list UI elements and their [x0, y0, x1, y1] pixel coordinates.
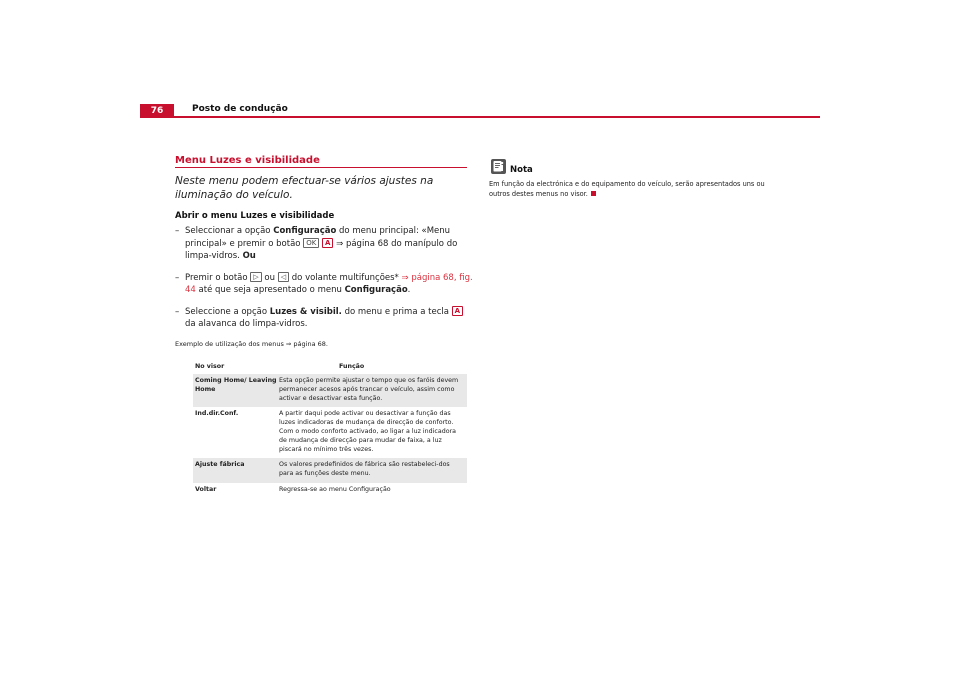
procedure-heading: Abrir o menu Luzes e visibilidade [175, 211, 335, 221]
note-label: Nota [510, 165, 533, 175]
a-key-icon: A [452, 306, 463, 316]
step-3: – Seleccione a opção Luzes & visibil. do menu e prima a tecla A da alavanca do limpa-vidros. [175, 306, 475, 331]
table-row: Ajuste fábrica Os valores predefinidos de fábrica são restabeleci-dos para as funções deste menu. [193, 458, 467, 483]
chapter-title: Posto de condução [192, 104, 288, 114]
table-row: Ind.dir.Conf. A partir daqui pode activar ou desactivar a função das luzes indicadoras de mudança de direcção de conforto. Com o modo conforto activado, ao ligar a luz indicadora de mudança de direcção para mudar de faixa, a luz piscará no mínimo três vezes. [195, 410, 457, 453]
header-rule [140, 116, 820, 118]
page-number: 76 [140, 104, 174, 118]
table-row: Voltar Regressa-se ao menu Configuração [195, 485, 391, 493]
function-table [193, 358, 467, 499]
procedure-steps [175, 225, 475, 340]
step-1: – Seleccionar a opção Configuração do menu principal: «Menu principal» e premir o botão OK A ⇒ página 68 do manípulo do limpa-vidros. Ou [175, 226, 458, 261]
column-header-display: No visor [195, 363, 225, 370]
end-marker-icon [591, 191, 596, 196]
note-icon [491, 159, 506, 174]
ok-key-icon: OK [303, 238, 319, 248]
table-row: Coming Home/ Leaving Home Esta opção permite ajustar o tempo que os faróis devem permanecer acesos após trancar o veículo, assim como activar e desactivar esta função. [193, 374, 467, 407]
step-2: – Premir o botão ▷ ou ◁ do volante multifunções* ⇒ página 68, fig. 44 até que seja apresentado o menu Configuração. [175, 272, 473, 295]
a-key-icon: A [322, 238, 333, 248]
column-header-function: Função [339, 363, 365, 370]
back-key-icon: ◁ [278, 272, 289, 282]
note-text: Em função da electrónica e do equipamento do veículo, serão apresentados uns ou outros destes menus no visor. [489, 180, 765, 198]
section-title: Menu Luzes e visibilidade [175, 155, 320, 166]
example-reference: Exemplo de utilização dos menus ⇒ página 68. [175, 340, 328, 348]
section-intro: Neste menu podem efectuar-se vários ajustes na iluminação do veículo. [175, 175, 434, 201]
section-rule [175, 167, 467, 168]
forward-key-icon: ▷ [250, 272, 261, 282]
figure-reference-link[interactable]: ⇒ página 68, fig. 44 [185, 272, 473, 295]
table-header [193, 358, 467, 374]
